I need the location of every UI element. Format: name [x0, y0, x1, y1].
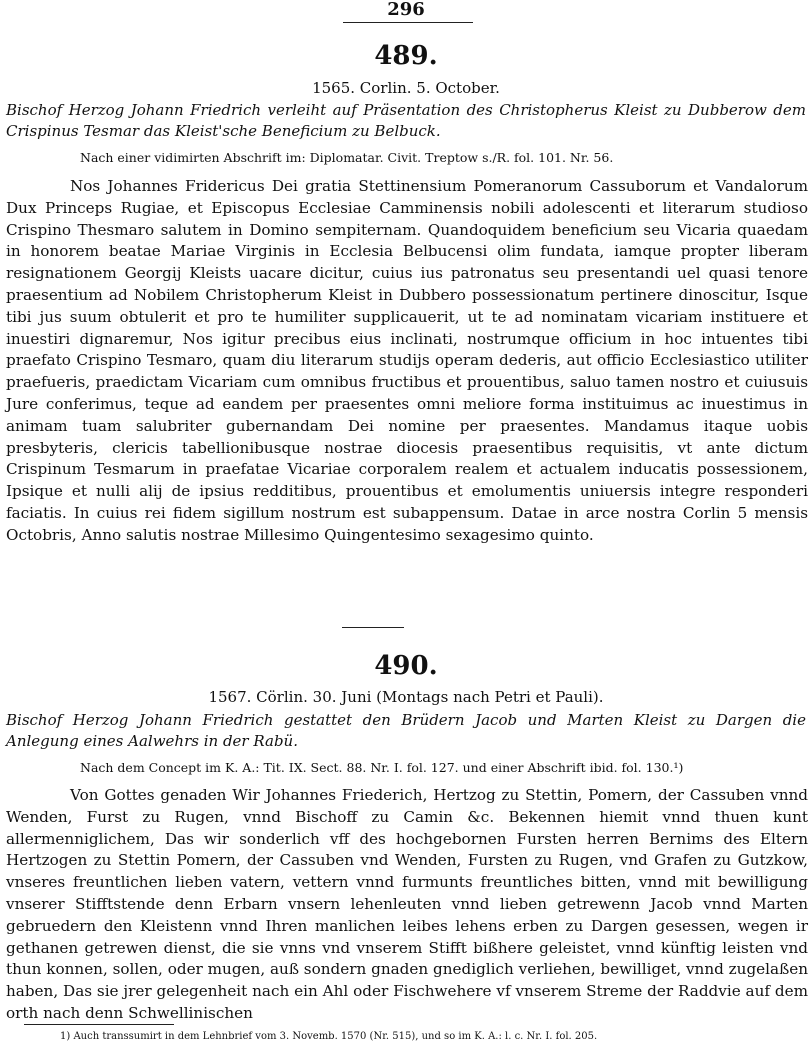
doc-490-dateline: 1567. Cörlin. 30. Juni (Montags nach Petri et Pauli).	[208, 688, 604, 706]
doc-489-body	[6, 176, 808, 547]
doc-489-source: Nach einer vidimirten Abschrift im: Diplomatar. Civit. Treptow s./R. fol. 101. Nr. 56.	[80, 150, 614, 165]
doc-489-dateline: 1565. Corlin. 5. October.	[312, 79, 500, 97]
page-number: 296	[387, 0, 425, 20]
doc-490-body	[6, 785, 808, 1025]
doc-489-summary: Bischof Herzog Johann Friedrich verleiht auf Präsentation des Christopherus Kleist zu Dubberow dem Crispinus Tesmar das Kleist'sche Beneficium zu Belbuck.	[6, 101, 806, 140]
doc-490-text: Von Gottes genaden Wir Johannes Friederich, Hertzog zu Stettin, Pomern, der Cassuben vnnd Wenden, Furst zu Rugen, vnnd Bischoff zu Camin &c. Bekennen hiemit vnnd thuen kunt allermenniglichem, Das wir sonderlich vff des hochgebornen Fursten herren Bernims des Eltern Hertzogen zu Stettin Pomern, der Cassuben vnd Wenden, Fursten zu Rugen, vnd Grafen zu Gutzkow, vnseres freuntlichen lieben vatern, vettern vnnd furmunts freuntliches bitten, vnnd mit bewilligung vnserer Stifftstende denn Erbarn vnsern lehenleuten vnnd lieben getrewenn Jacob vnnd Marten gebruedern den Kleistenn vnnd Ihren manlichen leibes lehens erben zu Dargen gesessen, wegen ir gethanen getrewen dienst, die sie vnns vnd vnserem Stifft bißhere geleistet, vnnd künftig leisten vnd thun konnen, sollen, oder mugen, auß sondern gnaden gnediglich verliehen, bewilliget, vnnd zugelaßen haben, Das sie jrer gelegenheit nach ein Ahl oder Fischwehere vf vnserem Streme der Raddvie auf dem orth nach denn Schwellinischen	[6, 786, 808, 1022]
footnote: 1) Auch transsumirt in dem Lehnbrief vom 3. Novemb. 1570 (Nr. 515), und so im K. A.: l. c. Nr. I. fol. 205.	[60, 1031, 598, 1042]
header-rule	[343, 22, 473, 23]
section-separator	[342, 627, 404, 628]
doc-490-summary: Bischof Herzog Johann Friedrich gestattet den Brüdern Jacob und Marten Kleist zu Dargen die Anlegung eines Aalwehrs in der Rabü.	[6, 711, 806, 750]
doc-489-text: Nos Johannes Fridericus Dei gratia Stettinensium Pomeranorum Cassuborum et Vandalorum Dux Princeps Rugiae, et Episcopus Ecclesiae Camminensis nobili adolescenti et literarum studioso Crispino Thesmaro salutem in Domino sempiternam. Quandoquidem beneficium seu Vicaria quaedam in honorem beatae Mariae Virginis in Ecclesia Belbucensi olim fundata, iamque propter liberam resignationem Georgij Kleists uacare dicitur, cuius ius patronatus seu presentandi uel quasi tenore praesentium ad Nobilem Christopherum Kleist in Dubbero possessionatum pertinere dinoscitur, Isque tibi jus suum obtulerit et pro te humiliter supplicauerit, ut te ad nominatam vicariam instituere et inuestiri dignaremur, Nos igitur precibus eius inclinati, nostrumque officium in hoc intuentes tibi praefato Crispino Tesmaro, quam diu literarum studijs operam dederis, aut officio Ecclesiastico utiliter praefueris, praedictam Vicariam cum omnibus fructibus et prouentibus, saluo tamen nostro et cuiusuis Jure conferimus, teque ad eandem per praesentes omni meliore forma instituimus ac inuestimus in animam tuam salubriter gubernandam Dei nomine per praesentes. Mandamus itaque uobis presbyteris, clericis tabellionibusque nostrae diocesis praesentibus requisitis, vt ante dictum Crispinum Tesmarum in praefatae Vicariae corporalem realem et actualem inducatis possessionem, Ipsique et nulli alij de ipsius redditibus, prouentibus et emolumentis uniuersis integre responderi faciatis. In cuius rei fidem sigillum nostrum est subappensum. Datae in arce nostra Corlin 5 mensis Octobris, Anno salutis nostrae Millesimo Quingentesimo sexagesimo quinto.	[6, 177, 808, 544]
footnote-rule	[24, 1024, 174, 1025]
doc-490-number: 490.	[374, 651, 438, 681]
doc-490-source: Nach dem Concept im K. A.: Tit. IX. Sect. 88. Nr. I. fol. 127. und einer Abschrift ibid. fol. 130.¹)	[80, 760, 684, 775]
doc-489-number: 489.	[374, 41, 438, 71]
